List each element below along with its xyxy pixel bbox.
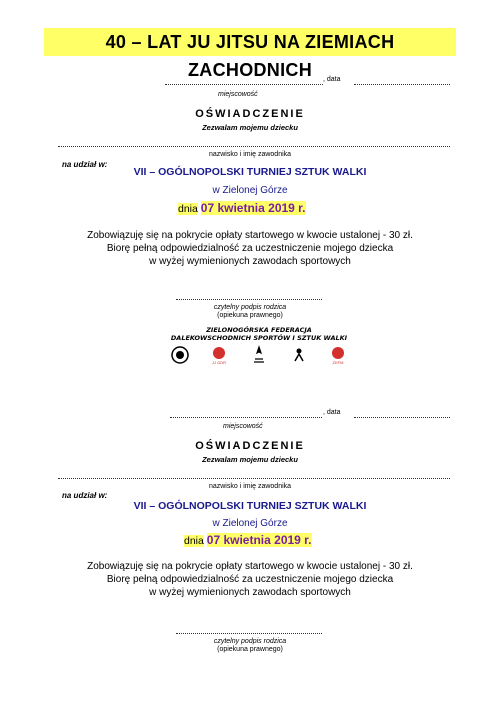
event-name-2: VII – OGÓLNOPOLSKI TURNIEJ SZTUK WALKI — [133, 500, 367, 512]
signature-label-2: czytelny podpis rodzica — [213, 638, 287, 645]
event-date-2: 07 kwietnia 2019 r. — [206, 533, 312, 547]
name-label-1: nazwisko i imię zawodnika — [208, 151, 292, 158]
event-date-row-2 — [184, 533, 312, 547]
statement-heading-1: OŚWIADCZENIE — [195, 108, 305, 120]
consent-text-2: Zezwalam mojemu dziecku — [202, 455, 298, 464]
declaration-body-2 — [0, 560, 500, 599]
signature-line-2[interactable] — [176, 633, 322, 634]
name-label-2: nazwisko i imię zawodnika — [208, 483, 292, 490]
signature-sublabel-1: (opiekuna prawnego) — [217, 312, 283, 319]
emblem-5-icon — [328, 345, 348, 365]
federation-logo — [160, 323, 358, 375]
date-prefix-2: dnia — [184, 535, 204, 547]
participation-label-1: na udział w: — [62, 160, 108, 169]
date-line-1[interactable] — [354, 84, 450, 85]
logo-emblems — [160, 345, 358, 365]
event-name-1: VII – OGÓLNOPOLSKI TURNIEJ SZTUK WALKI — [133, 166, 367, 178]
signature-sublabel-2: (opiekuna prawnego) — [217, 646, 283, 653]
event-city-2: w Zielonej Górze — [212, 518, 288, 529]
declaration-line: Zobowiązuję się na pokrycie opłaty startowego w kwocie ustalonej - 30 zł. — [87, 230, 413, 241]
emblem-1-icon — [170, 345, 190, 365]
declaration-body-1 — [0, 229, 500, 268]
date-prefix-1: dnia — [178, 203, 198, 215]
declaration-line: Biorę pełną odpowiedzialność za uczestniczenie mojego dziecka — [106, 243, 394, 254]
place-date-line-1[interactable] — [165, 84, 323, 85]
signature-label-1: czytelny podpis rodzica — [213, 304, 287, 311]
date-line-2[interactable] — [354, 417, 450, 418]
declaration-line: Zobowiązuję się na pokrycie opłaty startowego w kwocie ustalonej - 30 zł. — [87, 561, 413, 572]
emblem-3-icon — [249, 345, 269, 365]
place-date-line-2[interactable] — [170, 417, 322, 418]
data-label-1: , data — [323, 76, 341, 83]
logo-line-2: DALEKOWSCHODNICH SPORTÓW I SZTUK WALKI — [170, 334, 348, 342]
name-line-2[interactable] — [58, 478, 450, 479]
emblem-2-icon — [209, 345, 229, 365]
logo-line-1: ZIELONOGÓRSKA FEDERACJA — [206, 326, 312, 334]
signature-line-1[interactable] — [176, 299, 322, 300]
emblem-5-caption: ZKFM — [332, 360, 344, 365]
participation-label-2: na udział w: — [62, 491, 108, 500]
declaration-line: Biorę pełną odpowiedzialność za uczestniczenie mojego dziecka — [106, 574, 394, 585]
event-date-row-1 — [178, 201, 306, 215]
emblem-2-caption: JJ GDR — [212, 360, 227, 365]
declaration-line: w wyżej wymienionych zawodach sportowych — [149, 587, 351, 598]
consent-text-1: Zezwalam mojemu dziecku — [202, 123, 298, 132]
place-label-2: miejscowość — [223, 423, 263, 430]
place-label-1: miejscowość — [218, 91, 258, 98]
statement-heading-2: OŚWIADCZENIE — [195, 440, 305, 452]
event-date-1: 07 kwietnia 2019 r. — [200, 201, 306, 215]
document-title: 40 – LAT JU JITSU NA ZIEMIACH ZACHODNICH — [105, 32, 395, 80]
declaration-line: w wyżej wymienionych zawodach sportowych — [149, 256, 351, 267]
data-label-2: , data — [323, 409, 341, 416]
emblem-4-icon — [289, 345, 309, 365]
name-line-1[interactable] — [58, 146, 450, 147]
event-city-1: w Zielonej Górze — [212, 185, 288, 196]
